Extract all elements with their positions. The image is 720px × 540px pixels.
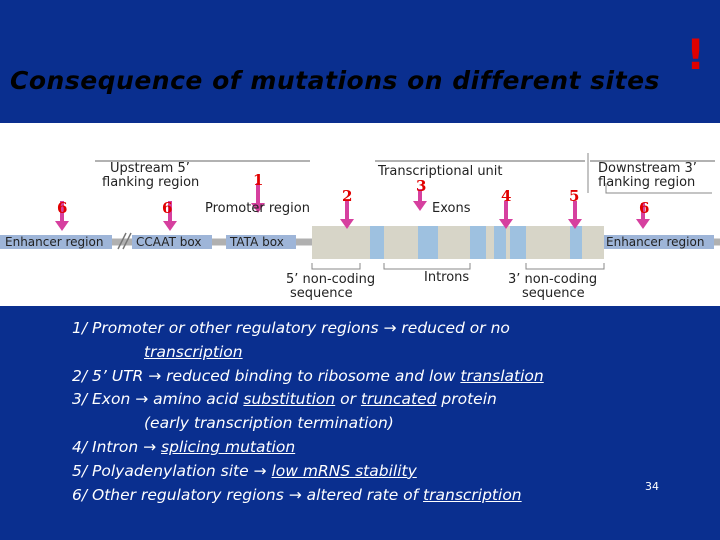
slide-title: Consequence of mutations on different sites	[10, 66, 660, 95]
item3-mid: amino acid	[148, 390, 244, 409]
transcription-unit-box	[312, 226, 604, 259]
item2-mid: reduced binding to ribosome and low	[161, 366, 461, 385]
arrow-icon: →	[148, 366, 162, 385]
noncoding5-label-line1: 5’ non-coding	[286, 272, 376, 287]
arrow-3-head	[413, 201, 427, 211]
arrow-icon: →	[253, 461, 267, 480]
upstream-label-line2: flanking region	[102, 175, 200, 190]
item2-prefix: 2/ 5’ UTR	[72, 366, 149, 385]
item3-suffix: protein	[436, 390, 497, 409]
list-item-5	[72, 460, 544, 484]
tata-box-label: TATA box	[230, 235, 284, 249]
list-item-3	[72, 388, 544, 412]
transcriptional-unit-label: Transcriptional unit	[378, 164, 503, 179]
item4-underlined: splicing mutation	[161, 437, 296, 456]
marker-6-ccaat: 6	[162, 199, 173, 217]
exon-5	[510, 226, 526, 259]
gene-structure-diagram	[0, 123, 720, 306]
ccaat-box-label: CCAAT box	[136, 235, 202, 249]
item5-underlined: low mRNS stability	[271, 461, 417, 480]
item3-continuation: (early transcription termination)	[144, 414, 394, 433]
arrow-6a-head	[55, 221, 69, 231]
item1-prefix: 1/ Promoter or other regulatory regions	[72, 319, 384, 337]
arrow-icon: →	[143, 437, 157, 456]
list-item-1	[72, 317, 544, 341]
arrow-icon: →	[288, 485, 302, 504]
marker-4-intron: 4	[501, 187, 512, 205]
marker-6-enhancer-left: 6	[57, 199, 68, 217]
item1-underlined: transcription	[144, 342, 243, 361]
noncoding3-label-line1: 3’ non-coding	[508, 272, 598, 287]
list-item-3-cont	[72, 412, 544, 436]
arrow-icon: →	[383, 319, 397, 337]
item6-mid: altered rate of	[301, 485, 424, 504]
exon-3	[470, 226, 486, 259]
item2-underlined: translation	[460, 366, 544, 385]
item3-or: or	[335, 390, 361, 409]
list-item-2	[72, 365, 544, 389]
noncoding3-brace	[526, 263, 604, 269]
exons-label: Exons	[432, 201, 471, 216]
upstream-label-line1: Upstream 5’	[110, 161, 190, 176]
arrow-icon: →	[135, 390, 149, 409]
list-item-1-cont	[72, 341, 544, 365]
noncoding5-label-line2: sequence	[290, 286, 353, 301]
exon-6	[570, 226, 582, 259]
downstream-label-line2: flanking region	[598, 175, 696, 190]
enhancer-right-label: Enhancer region	[606, 235, 705, 249]
item6-prefix: 6/ Other regulatory regions	[72, 485, 289, 504]
promoter-region-label: Promoter region	[205, 201, 310, 216]
marker-3-exon: 3	[416, 177, 427, 195]
marker-6-enhancer-right: 6	[639, 199, 650, 217]
exon-4	[494, 226, 506, 259]
mutation-arrows	[55, 183, 650, 231]
exon-1	[370, 226, 384, 259]
introns-brace	[384, 263, 470, 269]
list-item-4	[72, 436, 544, 460]
item4-prefix: 4/ Intron	[72, 437, 144, 456]
downstream-label-line1: Downstream 3’	[598, 161, 697, 176]
slide-number: 34	[645, 480, 659, 493]
marker-1-promoter: 1	[253, 171, 264, 189]
marker-5-polyadenylation: 5	[569, 187, 580, 205]
item3-prefix: 3/ Exon	[72, 390, 136, 409]
exon-2	[418, 226, 438, 259]
item3-underlined-1: substitution	[243, 390, 336, 409]
marker-2-utr: 2	[342, 187, 353, 205]
item6-underlined: transcription	[423, 485, 522, 504]
exclamation-mark: !	[686, 30, 706, 79]
list-item-6	[72, 484, 544, 508]
arrow-6c-head	[636, 219, 650, 229]
enhancer-left-label: Enhancer region	[5, 235, 104, 249]
item1-suffix: reduced or no	[396, 319, 510, 337]
mutation-consequence-list	[72, 317, 544, 507]
noncoding3-label-line2: sequence	[522, 286, 585, 301]
item5-prefix: 5/ Polyadenylation site	[72, 461, 254, 480]
item3-underlined-2: truncated	[360, 390, 437, 409]
arrow-6b-head	[163, 221, 177, 231]
noncoding5-brace	[312, 263, 360, 269]
introns-label: Introns	[424, 270, 470, 285]
